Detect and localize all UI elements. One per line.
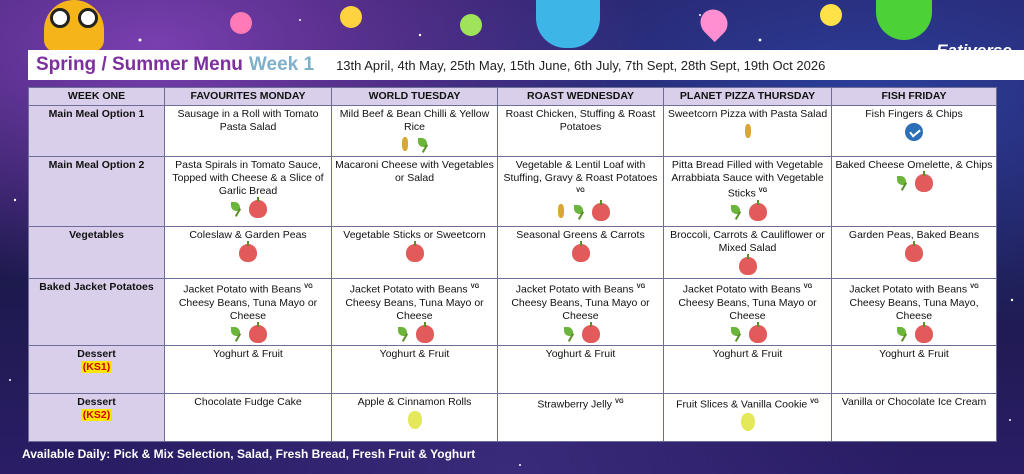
column-header: WORLD TUESDAY [332,88,498,106]
dietary-icons [835,174,993,192]
flower-decoration [340,6,362,28]
veg-icon [229,200,247,218]
brand-tagline: A UNIVERSE OF FOOD AND DRINK [925,61,1023,67]
veg-icon [895,325,913,343]
meal-text: Baked Cheese Omelette, & Chips [835,159,993,171]
menu-cell [664,106,832,157]
veg-icon [729,203,747,221]
dietary-icons [501,244,660,262]
meal-text: Strawberry Jelly [537,398,613,410]
dietary-icons [168,325,328,343]
key-stage-badge: (KS2) [82,408,111,421]
available-daily: Available Daily: Pick & Mix Selection, Salad, Fresh Bread, Fresh Fruit & Yoghurt [22,447,476,461]
apple-icon [572,244,590,262]
meal-text: Seasonal Greens & Carrots [516,229,645,241]
apple-icon [905,244,923,262]
table-row [29,106,997,157]
column-header: PLANET PIZZA THURSDAY [664,88,832,106]
pear-icon [741,413,755,431]
meal-text-options: Cheesy Beans, Tuna Mayo, Cheese [849,296,979,322]
apple-icon [249,200,267,218]
menu-week: Week 1 [248,54,315,75]
table-row [29,157,997,227]
vegan-badge: VG [576,188,585,194]
row-label-text: Vegetables [69,229,124,241]
meal-text: Jacket Potato with Beans [682,283,801,296]
meal-text: Vegetable Sticks or Sweetcorn [343,229,486,241]
flower-decoration [820,4,842,26]
veg-icon [229,325,247,343]
apple-icon [406,244,424,262]
apple-icon [239,244,257,262]
apple-icon [915,325,933,343]
menu-cell [332,393,498,441]
meal-text: Chocolate Fudge Cake [194,395,302,408]
vegan-badge: VG [810,398,819,405]
dietary-icons [335,325,494,343]
yellow-monster-decoration [44,0,104,52]
menu-cell [832,157,997,227]
apple-icon [749,203,767,221]
meal-text: Vegetable & Lentil Loaf with Stuffing, Gravy & Roast Potatoes [503,159,658,184]
row-label [29,157,165,227]
menu-cell [664,157,832,227]
meal-text: Pasta Spirals in Tomato Sauce, Topped with Cheese & a Slice of Garlic Bread [172,159,324,197]
eativerse-logo [924,30,1024,78]
table-body [29,106,997,442]
menu-cell [832,227,997,279]
meal-text: Macaroni Cheese with Vegetables or Salad [335,159,494,184]
blue-monster-decoration [536,0,600,48]
dietary-icons [835,325,993,343]
meal-text: Apple & Cinnamon Rolls [357,395,472,408]
column-header: WEEK ONE [29,88,165,106]
vegan-badge: VG [970,284,979,290]
menu-cell [832,393,997,441]
meal-text: Yoghurt & Fruit [545,347,616,360]
row-label [29,279,165,346]
meal-text: Jacket Potato with Beans [849,283,968,296]
menu-cell [498,106,664,157]
fish-icon [905,123,923,141]
meal-text: Yoghurt & Fruit [379,347,450,360]
veg-icon [416,136,434,154]
key-stage-badge: (KS1) [82,360,111,373]
meal-text: Pitta Bread Filled with Vegetable Arrabbiata Sauce with Vegetable Sticks [671,159,824,200]
row-label [29,227,165,279]
dietary-icons [501,203,660,221]
flower-decoration [230,12,252,34]
vegan-badge: VG [304,284,313,290]
veg-icon [895,174,913,192]
row-label-text: Dessert [77,347,116,360]
table-row [29,393,997,441]
menu-cell [832,279,997,346]
dietary-icons [168,200,328,218]
meal-text: Roast Chicken, Stuffing & Roast Potatoes [505,108,656,133]
meal-text: Mild Beef & Bean Chilli & Yellow Rice [339,108,490,133]
heart-decoration [695,4,733,42]
menu-cell [832,106,997,157]
meal-text: Jacket Potato with Beans [183,283,302,296]
meal-text: Fruit Slices & Vanilla Cookie [676,398,808,410]
vegan-badge: VG [470,284,480,290]
dietary-icons [667,203,828,221]
wheat-icon [552,203,570,221]
row-label-text: Main Meal Option 1 [48,108,145,120]
meal-text: Yoghurt & Fruit [712,347,783,360]
monster-eye-right [78,8,98,28]
apple-icon [915,174,933,192]
menu-cell [664,279,832,346]
dietary-icons [667,123,828,141]
meal-text: Broccoli, Carrots & Cauliflower or Mixed Salad [670,229,825,254]
wheat-icon [396,136,414,154]
meal-text: Vanilla or Chocolate Ice Cream [841,395,987,408]
table-row [29,227,997,279]
veg-icon [729,325,747,343]
monster-eye-left [50,8,70,28]
menu-cell [498,393,664,441]
row-label [29,345,165,393]
row-label-text: Dessert [77,395,116,408]
menu-cell [165,393,332,441]
wheat-icon [739,123,757,141]
meal-text: Garden Peas, Baked Beans [848,229,980,241]
menu-cell [498,157,664,227]
meal-text-options: Cheesy Beans, Tuna Mayo or Cheese [178,296,318,322]
apple-icon [592,203,610,221]
brand-name: Eativerse [936,41,1012,60]
meal-text-options: Cheesy Beans, Tuna Mayo or Cheese [511,296,650,322]
menu-cell [664,227,832,279]
menu-cell [332,157,498,227]
meal-text: Fish Fingers & Chips [865,108,963,120]
meal-text: Coleslaw & Garden Peas [189,229,307,241]
dietary-icons [335,411,494,429]
menu-cell [332,279,498,346]
row-label [29,393,165,441]
table-row [29,279,997,346]
column-header: FISH FRIDAY [832,88,997,106]
veg-icon [396,325,414,343]
veg-icon [572,203,590,221]
row-label [29,106,165,157]
meal-text: Yoghurt & Fruit [213,347,283,360]
menu-cell [832,345,997,393]
apple-icon [739,257,757,275]
meal-text: Jacket Potato with Beans [515,283,634,296]
dietary-icons [335,136,494,154]
menu-cell [165,279,332,346]
meal-text-options: Cheesy Beans, Tuna Mayo or Cheese [345,296,484,322]
dietary-icons [168,244,328,262]
row-label-text: Main Meal Option 2 [48,159,145,171]
flower-decoration [460,14,482,36]
menu-header [28,41,1024,80]
menu-title: Spring / Summer Menu [36,54,243,75]
dietary-icons [501,325,660,343]
menu-cell [165,227,332,279]
dietary-icons [335,244,494,262]
menu-cell [332,227,498,279]
menu-cell [664,345,832,393]
menu-cell [165,157,332,227]
menu-cell [664,393,832,441]
apple-icon [749,325,767,343]
vegan-badge: VG [803,284,813,290]
menu-table [28,87,997,442]
apple-icon [582,325,600,343]
menu-dates: 13th April, 4th May, 25th May, 15th June, 6th July, 7th Sept, 28th Sept, 19th Oct 2026 [336,57,826,73]
meal-text: Yoghurt & Fruit [879,347,949,360]
dietary-icons [667,413,828,431]
table-header-row [29,88,997,106]
column-header: ROAST WEDNESDAY [498,88,664,106]
veg-icon [562,325,580,343]
meal-text: Jacket Potato with Beans [349,283,468,296]
vegan-badge: VG [636,284,646,290]
apple-icon [249,325,267,343]
meal-text: Sweetcorn Pizza with Pasta Salad [667,108,828,120]
vegan-badge: VG [758,188,768,194]
meal-text-options: Cheesy Beans, Tuna Mayo or Cheese [678,296,817,322]
pear-icon [408,411,422,429]
row-label-text: Baked Jacket Potatoes [39,281,154,293]
vegan-badge: VG [614,398,624,405]
menu-cell [498,279,664,346]
table-row [29,345,997,393]
dietary-icons [667,257,828,275]
menu-cell [165,106,332,157]
menu-cell [332,106,498,157]
menu-cell [332,345,498,393]
apple-icon [416,325,434,343]
menu-cell [498,345,664,393]
dietary-icons [667,325,828,343]
dietary-icons [835,123,993,141]
dietary-icons [835,244,993,262]
meal-text: Sausage in a Roll with Tomato Pasta Salad [177,108,319,133]
column-header: FAVOURITES MONDAY [165,88,332,106]
menu-cell [498,227,664,279]
menu-cell [165,345,332,393]
